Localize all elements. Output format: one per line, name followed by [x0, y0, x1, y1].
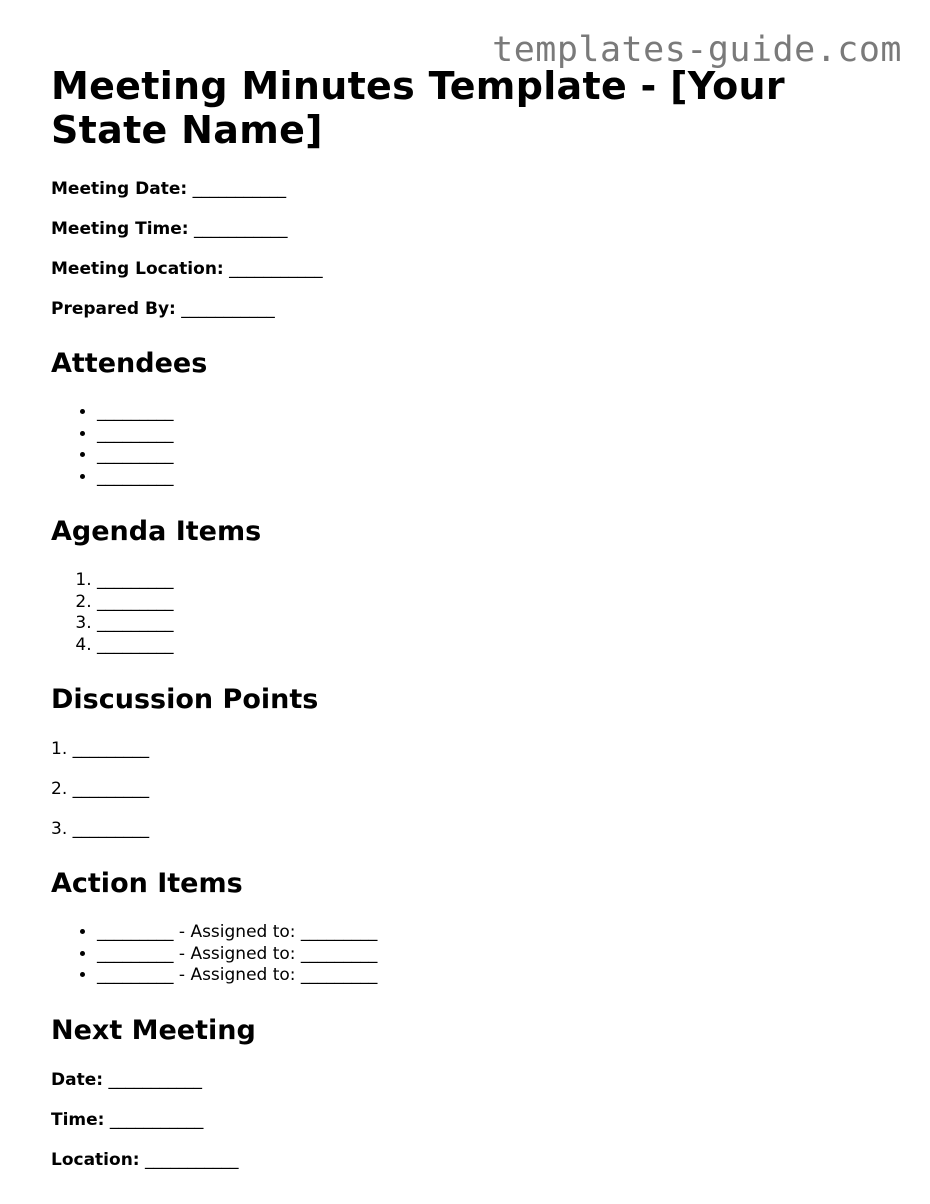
list-item: • _________ - Assigned to: _________: [97, 965, 901, 987]
list-item: 4. _________: [97, 635, 901, 657]
next-time-field: Time: ___________: [51, 1109, 204, 1130]
attendees-heading: Attendees: [51, 348, 208, 379]
list-item: 1. _________: [97, 570, 901, 592]
agenda-list: [51, 570, 901, 656]
agenda-heading: Agenda Items: [51, 516, 262, 547]
list-item: • _________: [97, 467, 901, 489]
discussion-heading: Discussion Points: [51, 684, 319, 715]
list-item: 2. _________: [97, 592, 901, 614]
next-meeting-details: [51, 1069, 901, 1171]
list-item: • _________ - Assigned to: _________: [97, 922, 901, 944]
next-date-field: Date: ___________: [51, 1069, 202, 1090]
next-meeting-heading: Next Meeting: [51, 1014, 256, 1046]
list-item: 3. _________: [51, 819, 150, 839]
list-item: • _________: [97, 445, 901, 467]
meeting-date-field: Meeting Date: ___________: [51, 179, 287, 199]
meeting-location-field: Meeting Location: ___________: [51, 259, 323, 279]
list-item: • _________: [97, 424, 901, 446]
list-item: 2. _________: [51, 779, 150, 799]
next-location-field: Location: ___________: [51, 1149, 239, 1170]
discussion-list: [51, 738, 901, 840]
prepared-by-field: Prepared By: ___________: [51, 299, 275, 319]
list-item: • _________: [97, 402, 901, 424]
attendees-list: [51, 402, 901, 488]
meeting-details: [51, 178, 901, 320]
list-item: 1. _________: [51, 739, 150, 759]
document: [51, 64, 901, 1189]
list-item: 3. _________: [97, 613, 901, 635]
action-items-list: [51, 922, 901, 987]
list-item: • _________ - Assigned to: _________: [97, 944, 901, 966]
meeting-time-field: Meeting Time: ___________: [51, 219, 288, 239]
action-items-heading: Action Items: [51, 868, 243, 899]
page-title: Meeting Minutes Template - [Your State Name]: [51, 64, 785, 152]
watermark: templates-guide.com: [492, 30, 902, 70]
